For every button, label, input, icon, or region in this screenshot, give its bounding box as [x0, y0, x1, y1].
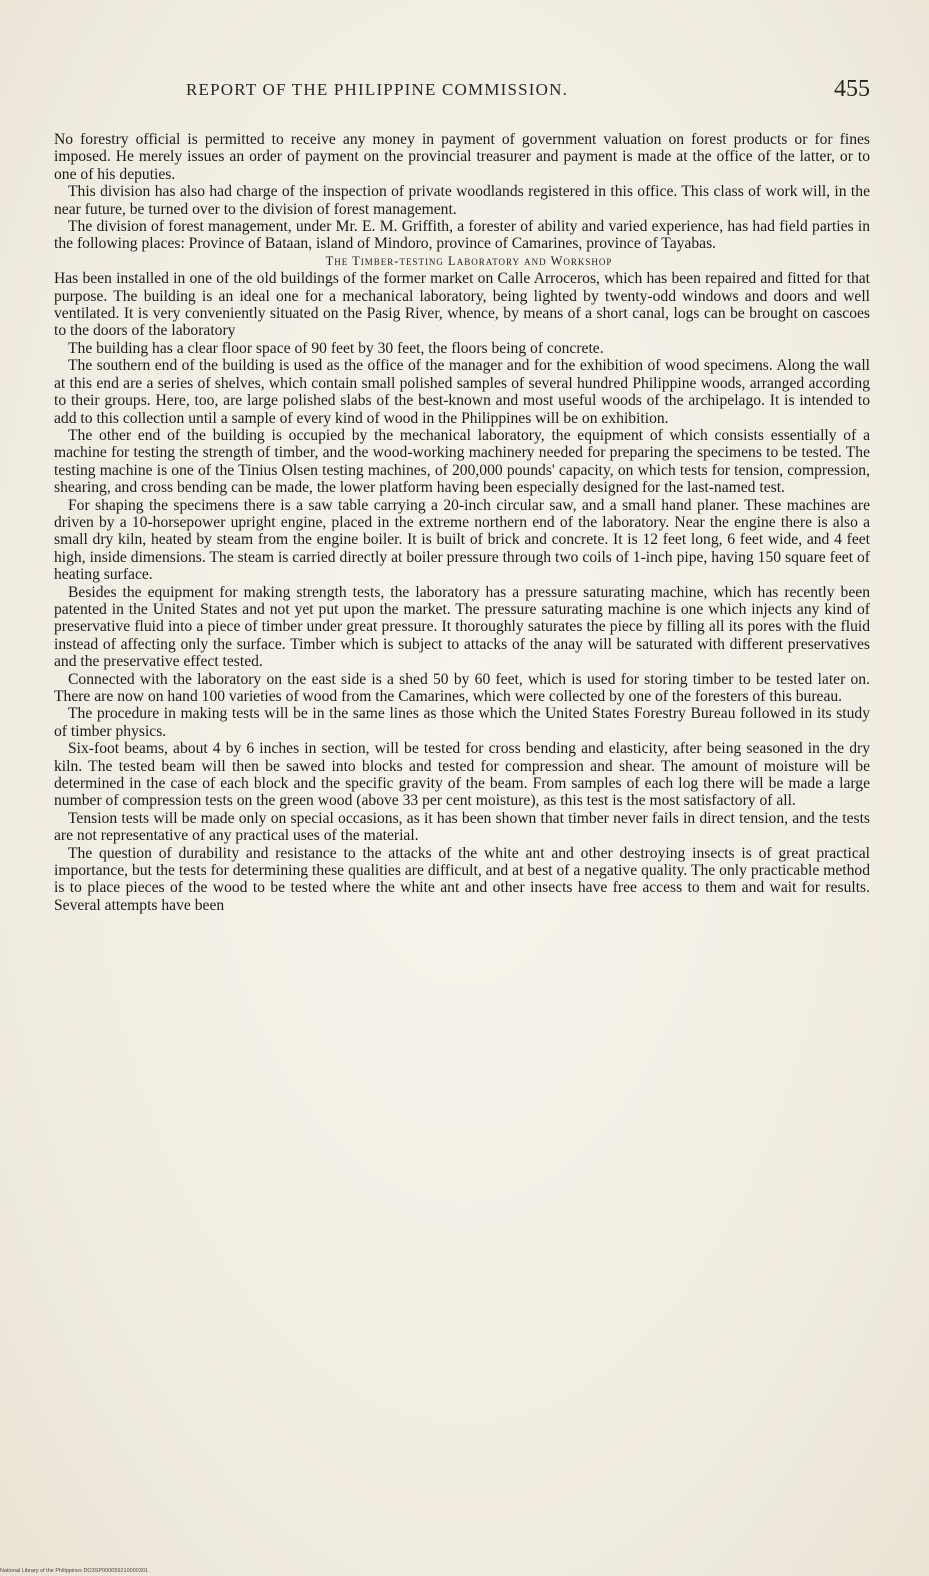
paragraph: The question of durability and resistance to the attacks of the white ant and other destroying insects is of great practical importance, but the tests for determining these qualities are difficult, and at best of a negative quality. The only practicable method is to place pieces of the wood to be tested where the white ant and other insects have free access to them and wait for results. Several attempts have been — [54, 844, 870, 914]
paragraph: Six-foot beams, about 4 by 6 inches in section, will be tested for cross bending and elasticity, after being seasoned in the dry kiln. The tested beam will then be sawed into blocks and tested for compression and shear. The amount of moisture will be determined in the case of each block and the specific gravity of the beam. From samples of each log there will be made a large number of compression tests on the green wood (above 33 per cent moisture), as this test is the most satisfactory of all. — [54, 740, 870, 810]
paragraph: The southern end of the building is used as the office of the manager and for the exhibition of wood specimens. Along the wall at this end are a series of shelves, which contain small polished samples of several hundred Philippine woods, arranged according to their groups. Here, too, are large polished slabs of the best-known and most useful woods of the archipelago. It is intended to add to this collection until a sample of every kind of wood in the Philippines will be on exhibition. — [54, 357, 870, 427]
page-header — [180, 76, 870, 106]
paragraph: Has been installed in one of the old buildings of the former market on Calle Arroceros, which has been repaired and fitted for that purpose. The building is an ideal one for a mechanical laboratory, being lighted by twenty-odd windows and doors and well ventilated. It is very conveniently situated on the Pasig River, whence, by means of a short canal, logs can be brought on cascoes to the doors of the laboratory — [54, 270, 870, 340]
paragraph: Connected with the laboratory on the east side is a shed 50 by 60 feet, which is used for storing timber to be tested later on. There are now on hand 100 varieties of wood from the Camarines, which were collected by one of the foresters of this bureau. — [54, 670, 870, 705]
paragraph: The division of forest management, under Mr. E. M. Griffith, a forester of ability and varied experience, has had field parties in the following places: Province of Bataan, island of Mindoro, province of Camarines, province of Tayabas. — [54, 218, 870, 253]
page-number: 455 — [834, 76, 870, 102]
paragraph: This division has also had charge of the inspection of private woodlands registered in this office. This class of work will, in the near future, be turned over to the division of forest management. — [54, 183, 870, 218]
paragraph: The procedure in making tests will be in the same lines as those which the United States Forestry Bureau followed in its study of timber physics. — [54, 705, 870, 740]
paragraph: Besides the equipment for making strength tests, the laboratory has a pressure saturating machine, which has recently been patented in the United States and not yet put upon the market. The pressure saturating machine is one which injects any kind of preservative fluid into a piece of timber under great pressure. It thoroughly saturates the piece by filling all its pores with the fluid instead of affecting only the surface. Timber which is subject to attacks of the anay will be saturated with different preservatives and the preservative effect tested. — [54, 583, 870, 671]
paragraph: Tension tests will be made only on special occasions, as it has been shown that timber never fails in direct tension, and the tests are not representative of any practical uses of the material. — [54, 809, 870, 845]
running-title: REPORT OF THE PHILIPPINE COMMISSION. — [186, 80, 569, 99]
scan-footer-note: National Library of the Philippines DO3SP000059210000301 — [0, 1568, 148, 1574]
section-heading: The Timber-testing Laboratory and Workshop — [325, 253, 613, 268]
paragraph: The other end of the building is occupied by the mechanical laboratory, the equipment of which consists essentially of a machine for testing the strength of timber, and the wood-working machinery needed for preparing the specimens to be tested. The testing machine is one of the Tinius Olsen testing machines, of 200,000 pounds' capacity, on which tests for tension, compression, shearing, and cross bending can be made, the lower platform having been especially designed for the last-named test. — [54, 426, 870, 497]
paragraph: The building has a clear floor space of 90 feet by 30 feet, the floors being of concrete. — [68, 339, 604, 357]
paragraph: For shaping the specimens there is a saw table carrying a 20-inch circular saw, and a small hand planer. These machines are driven by a 10-horsepower upright engine, placed in the extreme northern end of the laboratory. Near the engine there is also a small dry kiln, heated by steam from the engine boiler. It is built of brick and concrete. It is 12 feet long, 6 feet wide, and 4 feet high, inside dimensions. The steam is carried directly at boiler pressure through two coils of 1-inch pipe, having 150 square feet of heating surface. — [54, 496, 870, 584]
paragraph: No forestry official is permitted to receive any money in payment of government valuation on forest products or for fines imposed. He merely issues an order of payment on the provincial treasurer and payment is made at the office of the latter, or to one of his deputies. — [54, 131, 870, 183]
body-text — [54, 131, 870, 914]
